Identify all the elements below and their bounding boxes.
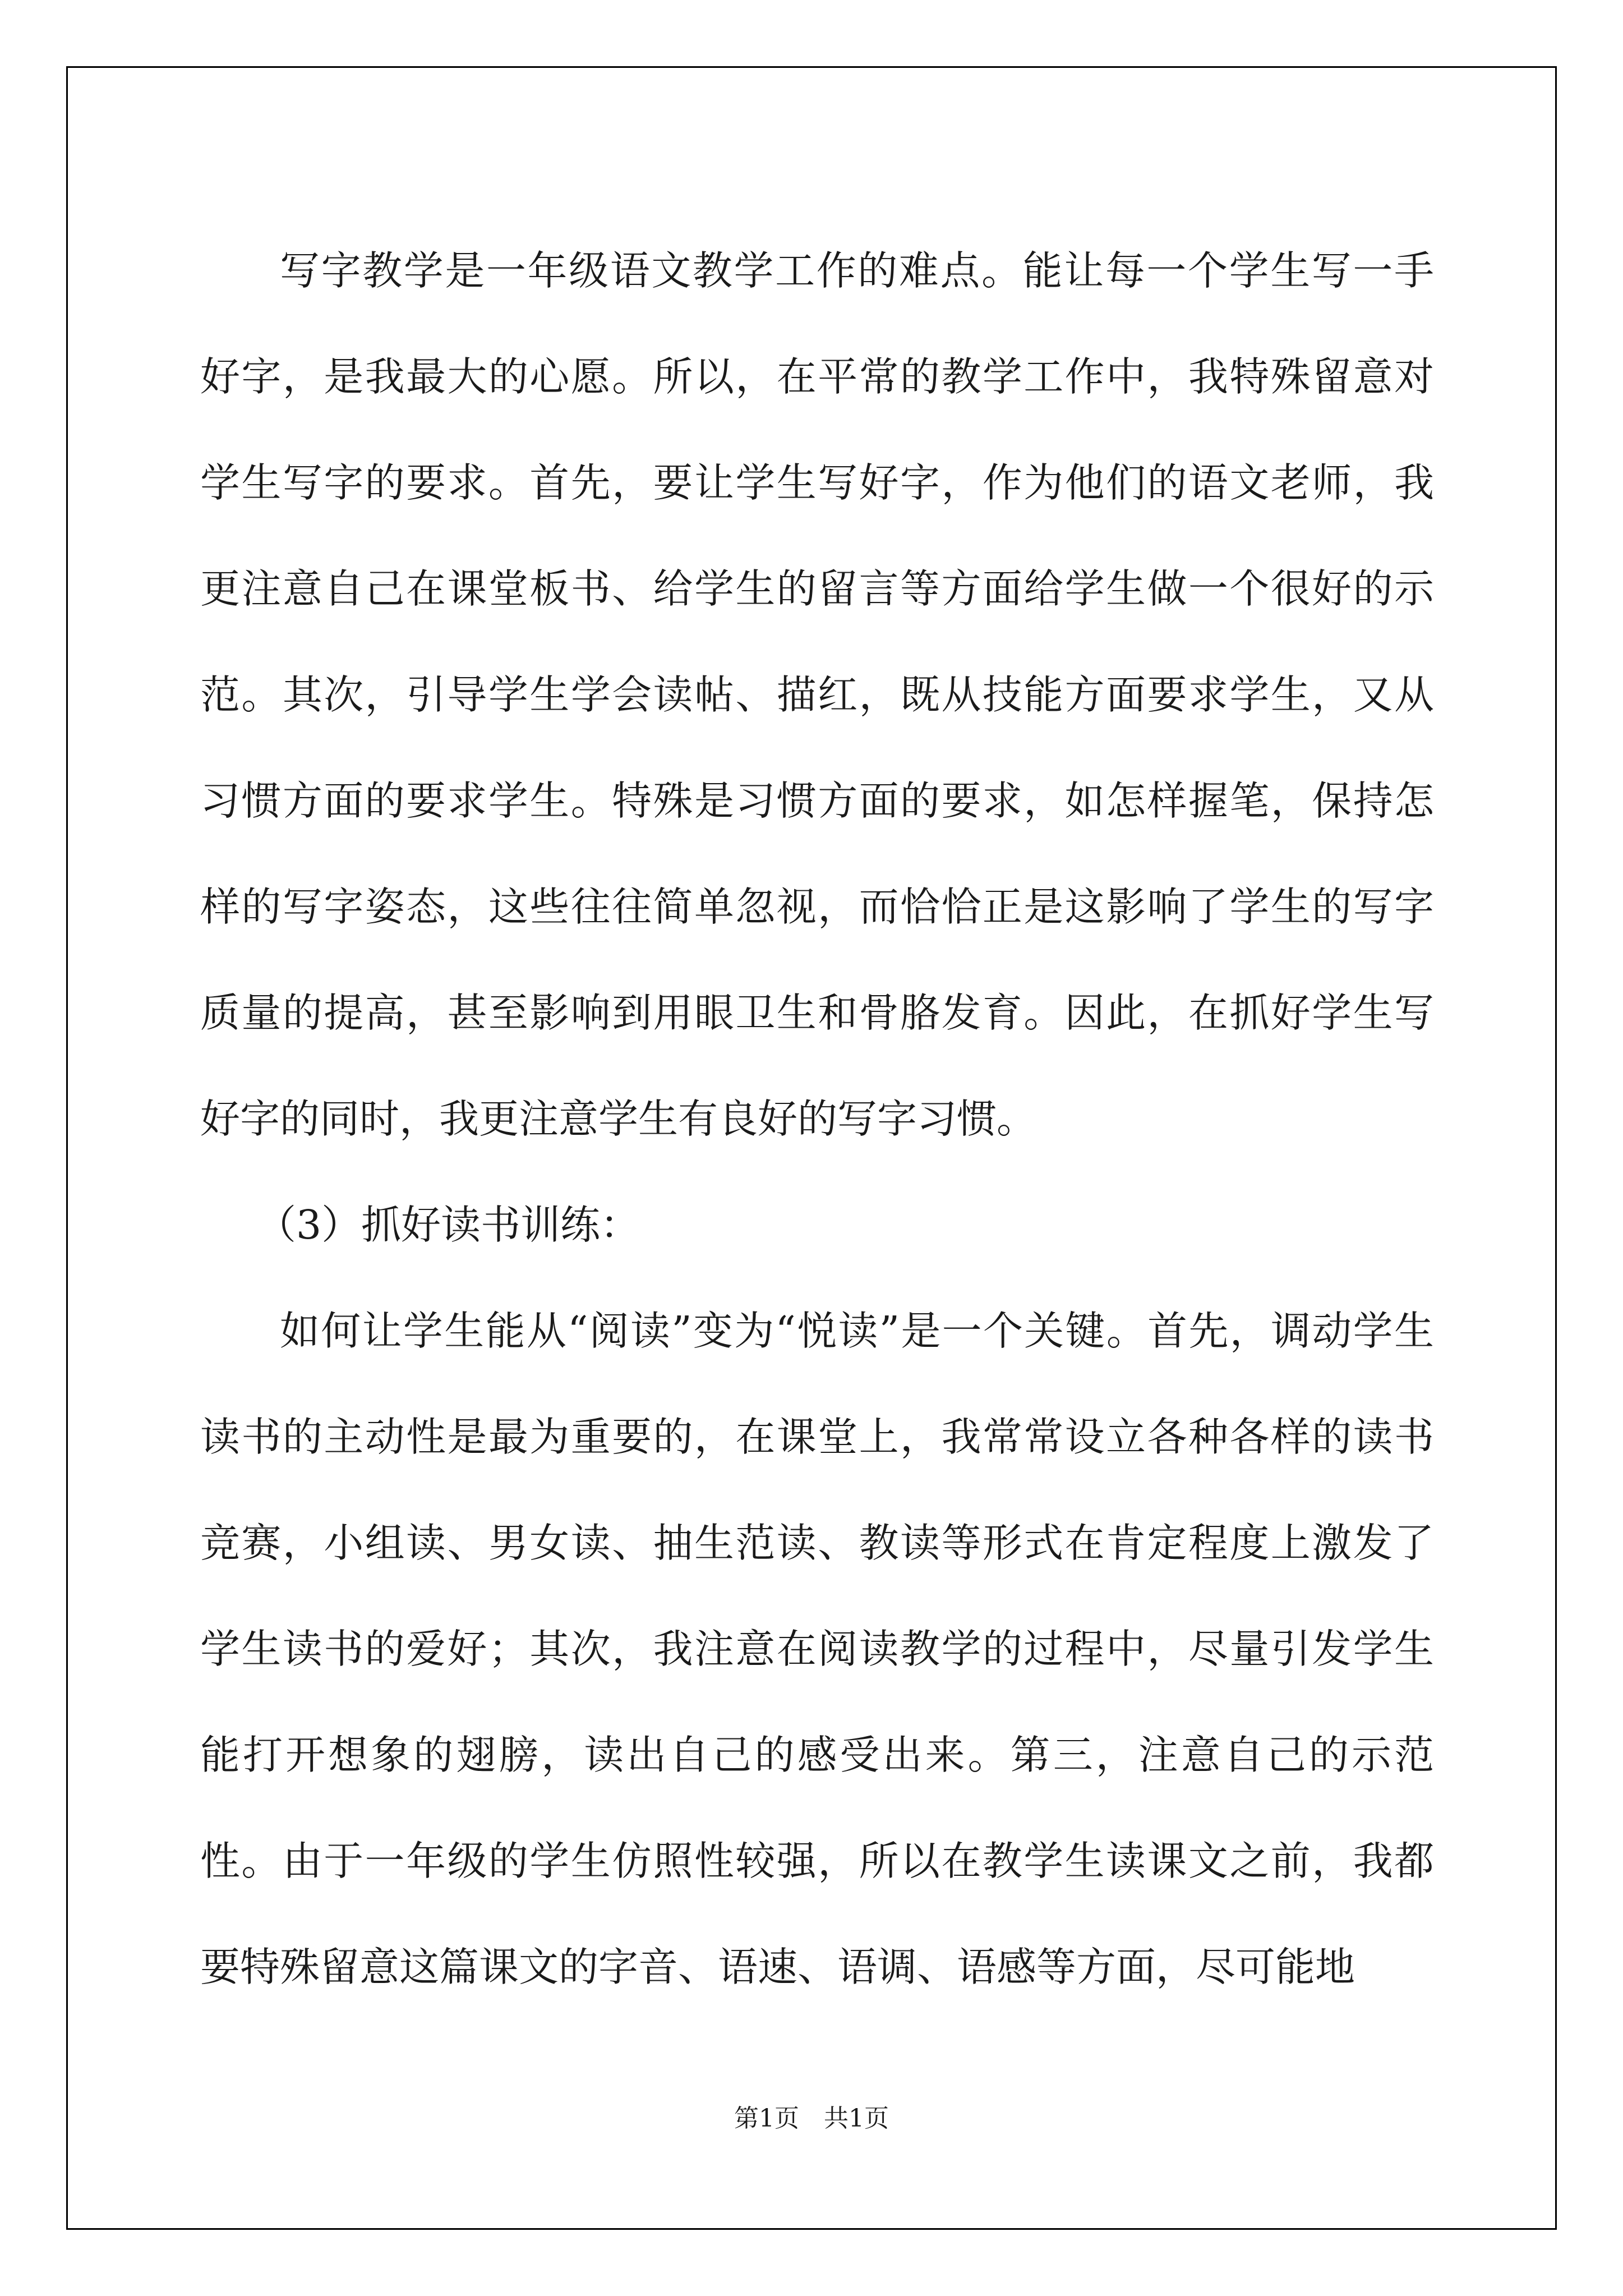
section-heading-reading-training: （3）抓好读书训练： [256,1202,640,1248]
page-footer: 第1页 共1页 [734,2104,889,2133]
document-body [200,218,1434,2020]
paragraph-writing-teaching: 写字教学是一年级语文教学工作的难点。能让每一个学生写一手好字，是我最大的心愿。所以，在平常的教学工作中，我特殊留意对学生写字的要求。首先，要让学生写好字，作为他们的语文老师，我更注意自己在课堂板书、给学生的留言等方面给学生做一个很好的示范。其次，引导学生学会读帖、描红，既从技能方面要求学生，又从习惯方面的要求学生。特殊是习惯方面的要求，如怎样握笔，保持怎样的写字姿态，这些往往简单忽视，而恰恰正是这影响了学生的写字质量的提高，甚至影响到用眼卫生和骨胳发育。因此，在抓好学生写好字的同时，我更注意学生有良好的写字习惯。 [200,247,1434,1142]
paragraph-reading-teaching: 如何让学生能从“阅读”变为“悦读”是一个关键。首先，调动学生读书的主动性是最为重要的，在课堂上，我常常设立各种各样的读书竞赛，小组读、男女读、抽生范读、教读等形式在肯定程度上激发了学生读书的爱好；其次，我注意在阅读教学的过程中，尽量引发学生能打开想象的翅膀，读出自己的感受出来。第三，注意自己的示范性。由于一年级的学生仿照性较强，所以在教学生读课文之前，我都要特殊留意这篇课文的字音、语速、语调、语感等方面，尽可能地 [200,1308,1434,1990]
